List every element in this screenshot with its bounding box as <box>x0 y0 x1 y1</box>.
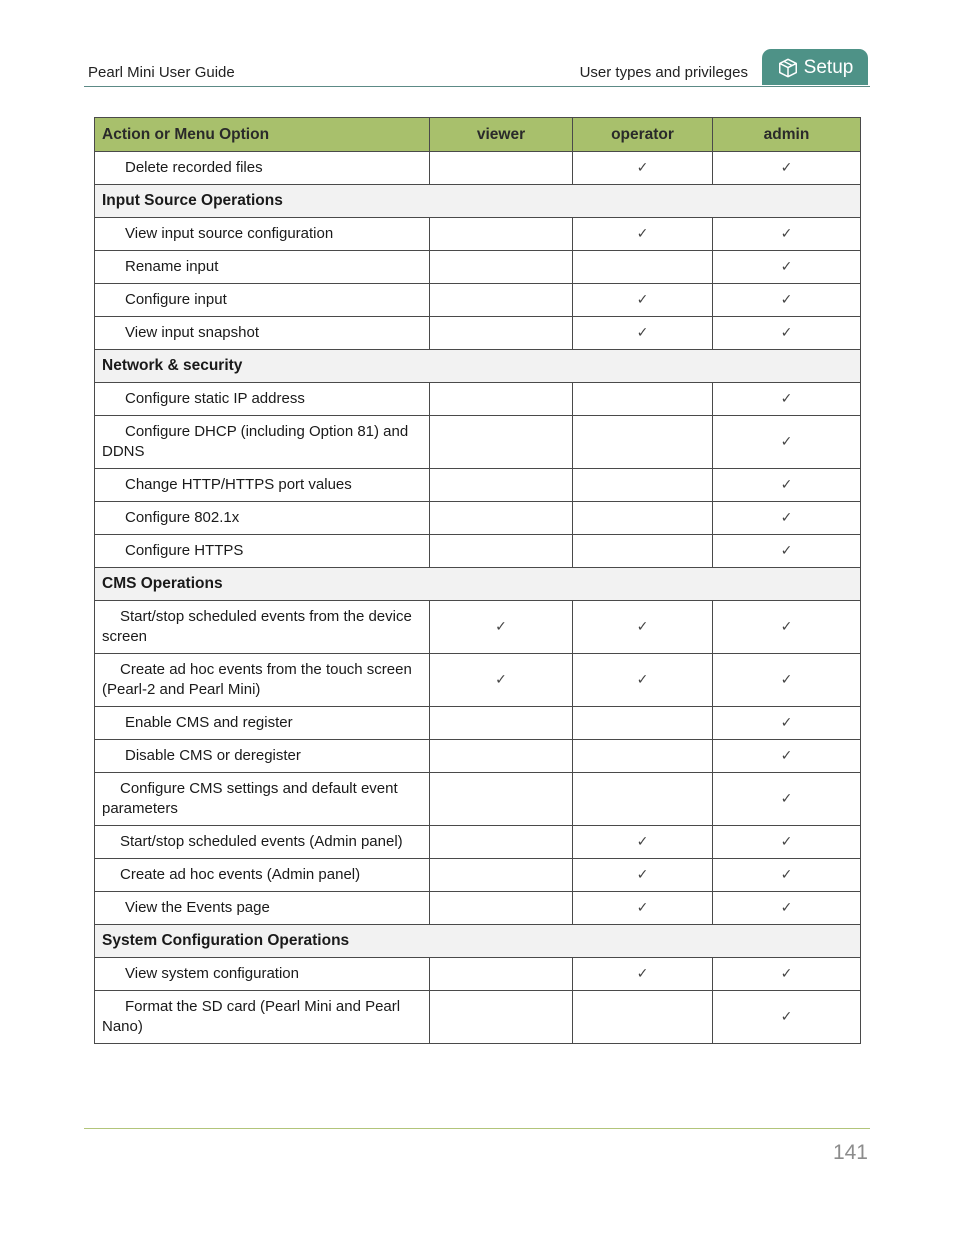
operator-cell <box>573 707 713 740</box>
operator-cell <box>573 826 713 859</box>
table-row <box>95 958 861 991</box>
admin-cell <box>713 535 861 568</box>
action-label: Configure 802.1x <box>125 509 240 526</box>
checkmark-icon: ✓ <box>636 619 649 635</box>
action-label: Disable CMS or deregister <box>125 747 301 764</box>
table-row <box>95 892 861 925</box>
column-header-admin: admin <box>713 118 861 152</box>
table-header-row <box>95 118 861 152</box>
action-label: Format the SD card (Pearl Mini and Pearl Nano) <box>102 998 401 1035</box>
viewer-cell <box>430 416 573 469</box>
checkmark-icon: ✓ <box>780 391 793 407</box>
viewer-cell <box>430 502 573 535</box>
action-label: Start/stop scheduled events from the device screen <box>102 608 412 645</box>
table-row <box>95 251 861 284</box>
admin-cell <box>713 707 861 740</box>
admin-cell <box>713 991 861 1044</box>
operator-cell <box>573 991 713 1044</box>
table-row <box>95 535 861 568</box>
footer-divider <box>84 1128 870 1129</box>
admin-cell <box>713 383 861 416</box>
action-cell <box>95 892 430 925</box>
table-row <box>95 218 861 251</box>
section-row <box>95 350 861 383</box>
admin-cell <box>713 892 861 925</box>
checkmark-icon: ✓ <box>636 160 649 176</box>
privileges-table <box>94 117 861 1044</box>
action-label: Configure HTTPS <box>125 542 244 559</box>
viewer-cell <box>430 654 573 707</box>
admin-cell <box>713 654 861 707</box>
admin-cell <box>713 773 861 826</box>
viewer-cell <box>430 707 573 740</box>
viewer-cell <box>430 469 573 502</box>
checkmark-icon: ✓ <box>780 160 793 176</box>
operator-cell <box>573 958 713 991</box>
admin-cell <box>713 284 861 317</box>
table-row <box>95 317 861 350</box>
viewer-cell <box>430 535 573 568</box>
action-label: Enable CMS and register <box>125 714 293 731</box>
viewer-cell <box>430 383 573 416</box>
checkmark-icon: ✓ <box>780 900 793 916</box>
operator-cell <box>573 859 713 892</box>
admin-cell <box>713 152 861 185</box>
viewer-cell <box>430 218 573 251</box>
action-cell <box>95 740 430 773</box>
operator-cell <box>573 317 713 350</box>
checkmark-icon: ✓ <box>780 1009 793 1025</box>
table-row <box>95 502 861 535</box>
operator-cell <box>573 251 713 284</box>
checkmark-icon: ✓ <box>780 325 793 341</box>
table-row <box>95 773 861 826</box>
section-label: Input Source Operations <box>95 185 861 218</box>
table-row <box>95 707 861 740</box>
table-row <box>95 859 861 892</box>
table-row <box>95 284 861 317</box>
action-cell <box>95 469 430 502</box>
operator-cell <box>573 416 713 469</box>
viewer-cell <box>430 958 573 991</box>
operator-cell <box>573 152 713 185</box>
action-cell <box>95 991 430 1044</box>
viewer-cell <box>430 859 573 892</box>
checkmark-icon: ✓ <box>495 672 507 688</box>
checkmark-icon: ✓ <box>636 834 649 850</box>
operator-cell <box>573 654 713 707</box>
action-label: Create ad hoc events from the touch screen (Pearl-2 and Pearl Mini) <box>102 661 412 698</box>
checkmark-icon: ✓ <box>780 477 793 493</box>
admin-cell <box>713 740 861 773</box>
checkmark-icon: ✓ <box>780 619 793 635</box>
admin-cell <box>713 317 861 350</box>
viewer-cell <box>430 317 573 350</box>
action-label: Rename input <box>125 258 219 275</box>
action-cell <box>95 152 430 185</box>
checkmark-icon: ✓ <box>636 325 649 341</box>
cube-icon <box>777 57 799 79</box>
action-cell <box>95 383 430 416</box>
action-label: View the Events page <box>125 899 270 916</box>
section-row <box>95 925 861 958</box>
viewer-cell <box>430 773 573 826</box>
action-label: View system configuration <box>125 965 299 982</box>
admin-cell <box>713 859 861 892</box>
checkmark-icon: ✓ <box>780 672 793 688</box>
action-cell <box>95 218 430 251</box>
admin-cell <box>713 218 861 251</box>
action-label: View input snapshot <box>125 324 259 341</box>
viewer-cell <box>430 740 573 773</box>
admin-cell <box>713 251 861 284</box>
section-label: CMS Operations <box>95 568 861 601</box>
section-row <box>95 568 861 601</box>
action-cell <box>95 826 430 859</box>
checkmark-icon: ✓ <box>780 867 793 883</box>
action-label: Configure CMS settings and default event parameters <box>102 780 398 817</box>
section-title: User types and privileges <box>579 64 748 81</box>
action-label: Change HTTP/HTTPS port values <box>125 476 352 493</box>
action-cell <box>95 707 430 740</box>
viewer-cell <box>430 601 573 654</box>
viewer-cell <box>430 826 573 859</box>
operator-cell <box>573 740 713 773</box>
checkmark-icon: ✓ <box>780 434 793 450</box>
checkmark-icon: ✓ <box>636 966 649 982</box>
header-divider <box>84 86 870 87</box>
setup-tab <box>762 49 868 85</box>
column-header-viewer: viewer <box>430 118 573 152</box>
table-row <box>95 601 861 654</box>
action-cell <box>95 284 430 317</box>
table-row <box>95 469 861 502</box>
checkmark-icon: ✓ <box>780 966 793 982</box>
table-row <box>95 152 861 185</box>
table-row <box>95 740 861 773</box>
table-row <box>95 991 861 1044</box>
admin-cell <box>713 502 861 535</box>
action-label: Start/stop scheduled events (Admin panel) <box>120 833 403 850</box>
checkmark-icon: ✓ <box>780 292 793 308</box>
setup-tab-label: Setup <box>803 56 854 78</box>
viewer-cell <box>430 991 573 1044</box>
action-cell <box>95 654 430 707</box>
action-cell <box>95 251 430 284</box>
document-title: Pearl Mini User Guide <box>88 64 235 81</box>
action-cell <box>95 773 430 826</box>
checkmark-icon: ✓ <box>780 834 793 850</box>
admin-cell <box>713 469 861 502</box>
table-row <box>95 383 861 416</box>
checkmark-icon: ✓ <box>780 259 793 275</box>
operator-cell <box>573 383 713 416</box>
checkmark-icon: ✓ <box>495 619 507 635</box>
checkmark-icon: ✓ <box>780 543 793 559</box>
page-number: 141 <box>832 1141 868 1164</box>
operator-cell <box>573 601 713 654</box>
action-cell <box>95 535 430 568</box>
viewer-cell <box>430 284 573 317</box>
action-cell <box>95 958 430 991</box>
checkmark-icon: ✓ <box>780 748 793 764</box>
table-row <box>95 416 861 469</box>
table-row <box>95 826 861 859</box>
column-header-operator: operator <box>573 118 713 152</box>
checkmark-icon: ✓ <box>636 900 649 916</box>
action-cell <box>95 601 430 654</box>
checkmark-icon: ✓ <box>780 791 793 807</box>
viewer-cell <box>430 892 573 925</box>
action-cell <box>95 859 430 892</box>
operator-cell <box>573 535 713 568</box>
admin-cell <box>713 826 861 859</box>
operator-cell <box>573 773 713 826</box>
viewer-cell <box>430 152 573 185</box>
viewer-cell <box>430 251 573 284</box>
checkmark-icon: ✓ <box>780 226 793 242</box>
checkmark-icon: ✓ <box>780 510 793 526</box>
checkmark-icon: ✓ <box>780 715 793 731</box>
checkmark-icon: ✓ <box>636 226 649 242</box>
operator-cell <box>573 502 713 535</box>
operator-cell <box>573 284 713 317</box>
checkmark-icon: ✓ <box>636 867 649 883</box>
operator-cell <box>573 218 713 251</box>
action-cell <box>95 416 430 469</box>
action-cell <box>95 317 430 350</box>
table-row <box>95 654 861 707</box>
section-row <box>95 185 861 218</box>
operator-cell <box>573 892 713 925</box>
action-cell <box>95 502 430 535</box>
action-label: Configure static IP address <box>125 390 305 407</box>
admin-cell <box>713 958 861 991</box>
table-body <box>95 152 861 1044</box>
checkmark-icon: ✓ <box>636 292 649 308</box>
action-label: Configure input <box>125 291 227 308</box>
section-label: System Configuration Operations <box>95 925 861 958</box>
operator-cell <box>573 469 713 502</box>
action-label: View input source configuration <box>125 225 334 242</box>
action-label: Delete recorded files <box>125 159 263 176</box>
admin-cell <box>713 601 861 654</box>
action-label: Configure DHCP (including Option 81) and DDNS <box>102 423 409 460</box>
action-label: Create ad hoc events (Admin panel) <box>120 866 361 883</box>
admin-cell <box>713 416 861 469</box>
column-header-action: Action or Menu Option <box>95 118 430 152</box>
section-label: Network & security <box>95 350 861 383</box>
checkmark-icon: ✓ <box>636 672 649 688</box>
